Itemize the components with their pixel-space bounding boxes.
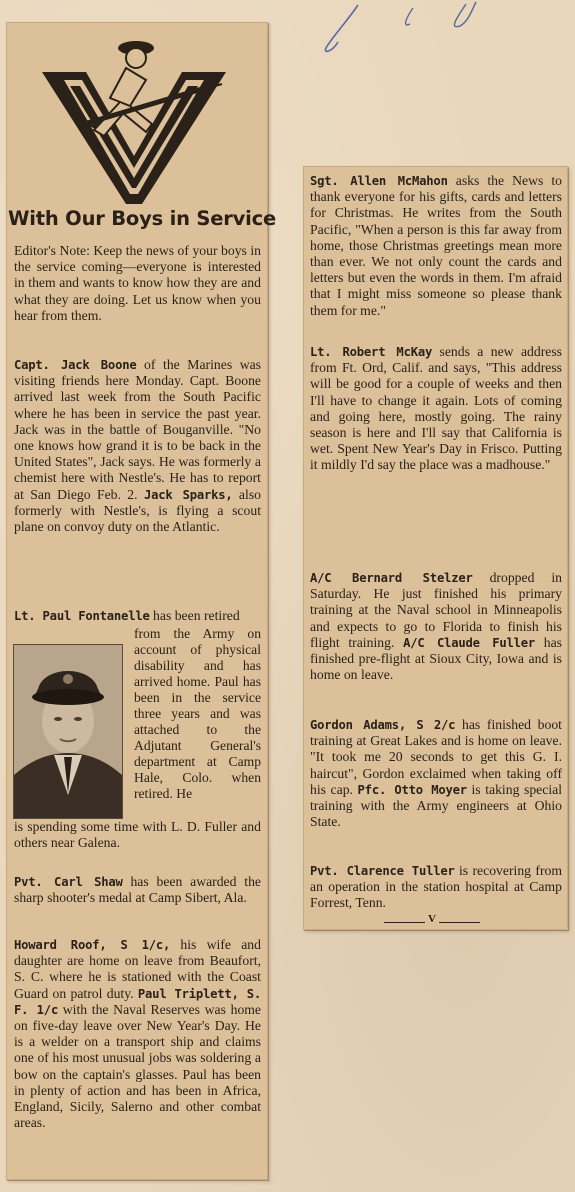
- news-item-mcmahon: [310, 173, 562, 319]
- text-fuller: has finished pre-flight at Sioux City, Iowa and is home on leave.: [310, 634, 562, 683]
- text-mcmahon: asks the News to thank everyone for his gifts, cards and letters for Christmas. He writes from the South Pacific, "When a person is this far away from home, those Christmas greetings mean more than ever. We not only count the cards and letters but even the words in them. I'm afraid that I might miss someone so please thank them for me.": [310, 173, 562, 318]
- name-boone: Capt. Jack Boone: [14, 358, 137, 372]
- editors-note: [14, 243, 261, 324]
- name-mcmahon: Sgt. Allen McMahon: [310, 174, 448, 188]
- name-fontanelle: Lt. Paul Fontanelle: [14, 609, 150, 623]
- editors-note-text: Editor's Note: Keep the news of your boys in the service coming—everyone is interested in them and wants to know how they are and what they are doing. Let us know when you hear from them.: [14, 243, 261, 323]
- text-moyer: is taking special training with the Army engineers at Ohio State.: [310, 781, 562, 830]
- news-item-fontanelle-wrap: [134, 626, 261, 803]
- name-fuller: A/C Claude Fuller: [403, 635, 536, 650]
- end-mark: [384, 913, 480, 927]
- news-item-stelzer: [310, 570, 562, 683]
- news-item-mckay: [310, 344, 562, 474]
- text-fontanelle-wrapped: from the Army on account of physical disability and has arrived home. Paul has been in the service three years and was attached to the Adjutant General's department at Camp Hale, Colo. when retired. He: [134, 626, 261, 802]
- name-sparks: Jack Sparks,: [143, 487, 233, 502]
- name-stelzer: A/C Bernard Stelzer: [310, 571, 473, 585]
- name-adams: Gordon Adams, S 2/c: [310, 718, 456, 732]
- text-tuller: is recovering from an operation in the station hospital at Camp Forrest, Tenn.: [310, 863, 562, 911]
- news-item-tuller: [310, 863, 562, 912]
- name-triplett: Paul Triplett, S. F. 1/c: [14, 986, 262, 1017]
- text-sparks: also formerly with Nestle's, is flying a scout plane on convoy duty on the Atlantic.: [14, 486, 261, 535]
- end-mark-v: V: [425, 913, 439, 925]
- news-item-fontanelle-lead: [14, 608, 261, 624]
- news-item-adams: [310, 717, 562, 830]
- text-shaw: has been awarded the sharp shooter's medal at Camp Sibert, Ala.: [14, 874, 261, 906]
- news-item-fontanelle-tail: [14, 819, 261, 851]
- column-title: With Our Boys in Service: [8, 207, 277, 230]
- news-item-boone: [14, 357, 261, 535]
- name-roof: Howard Roof, S 1/c,: [14, 938, 171, 952]
- text-boone: of the Marines was visiting friends here Monday. Capt. Boone arrived last week from the South Pacific where he has been in service the past year. Jack was in the battle of Bouganville. "No one knows how grand it is to be back in the United States", Jack says. He was formerly a chemist here with Nestle's. He has to report at San Diego Feb. 2.: [14, 357, 261, 502]
- text-fontanelle-after: is spending some time with L. D. Fuller and others near Galena.: [14, 819, 261, 851]
- soldier-portrait-photo: [13, 644, 123, 819]
- news-item-roof: [14, 937, 261, 1131]
- text-fontanelle-first: has been retired: [149, 608, 240, 623]
- v-soldier-logo: [34, 28, 234, 208]
- name-moyer: Pfc. Otto Moyer: [357, 782, 467, 797]
- pencil-handwriting: [318, 0, 508, 58]
- news-item-shaw: [14, 874, 261, 906]
- text-mckay: sends a new address from Ft. Ord, Calif. and says, "This address will be good for a couple of weeks and then I'll have to change it again. Lots of coming and going here, mostly going. The rainy season is here and I'll say that California is wet. Spent New Year's Day in Frisco. Putting it mildly I'd say the place was a madhouse.": [310, 344, 562, 473]
- text-adams: has finished boot training at Great Lakes and is home on leave. "It took me 20 seconds to get this G. I. haircut", Gordon exclaimed when taking off his cap.: [310, 717, 562, 797]
- name-tuller: Pvt. Clarence Tuller: [310, 864, 455, 878]
- name-mckay: Lt. Robert McKay: [310, 345, 433, 359]
- text-triplett: with the Naval Reserves was home on five-day leave over New Year's Day. He is a welder on a transport ship and claims one of his most unusual jobs was soldering a bow on the captain's glasses. Paul has been in plenty of action and has been in Africa, England, Sicily, Salerno and other combat areas.: [14, 1001, 262, 1131]
- text-roof: his wife and daughter are home on leave from Beaufort, S. C. where he is stationed with the Coast Guard on patrol duty.: [14, 937, 261, 1001]
- name-shaw: Pvt. Carl Shaw: [14, 875, 123, 889]
- text-stelzer: dropped in Saturday. He just finished his primary training at the Naval school in Minneapolis and expects to go to Florida to finish his flight training.: [310, 570, 562, 650]
